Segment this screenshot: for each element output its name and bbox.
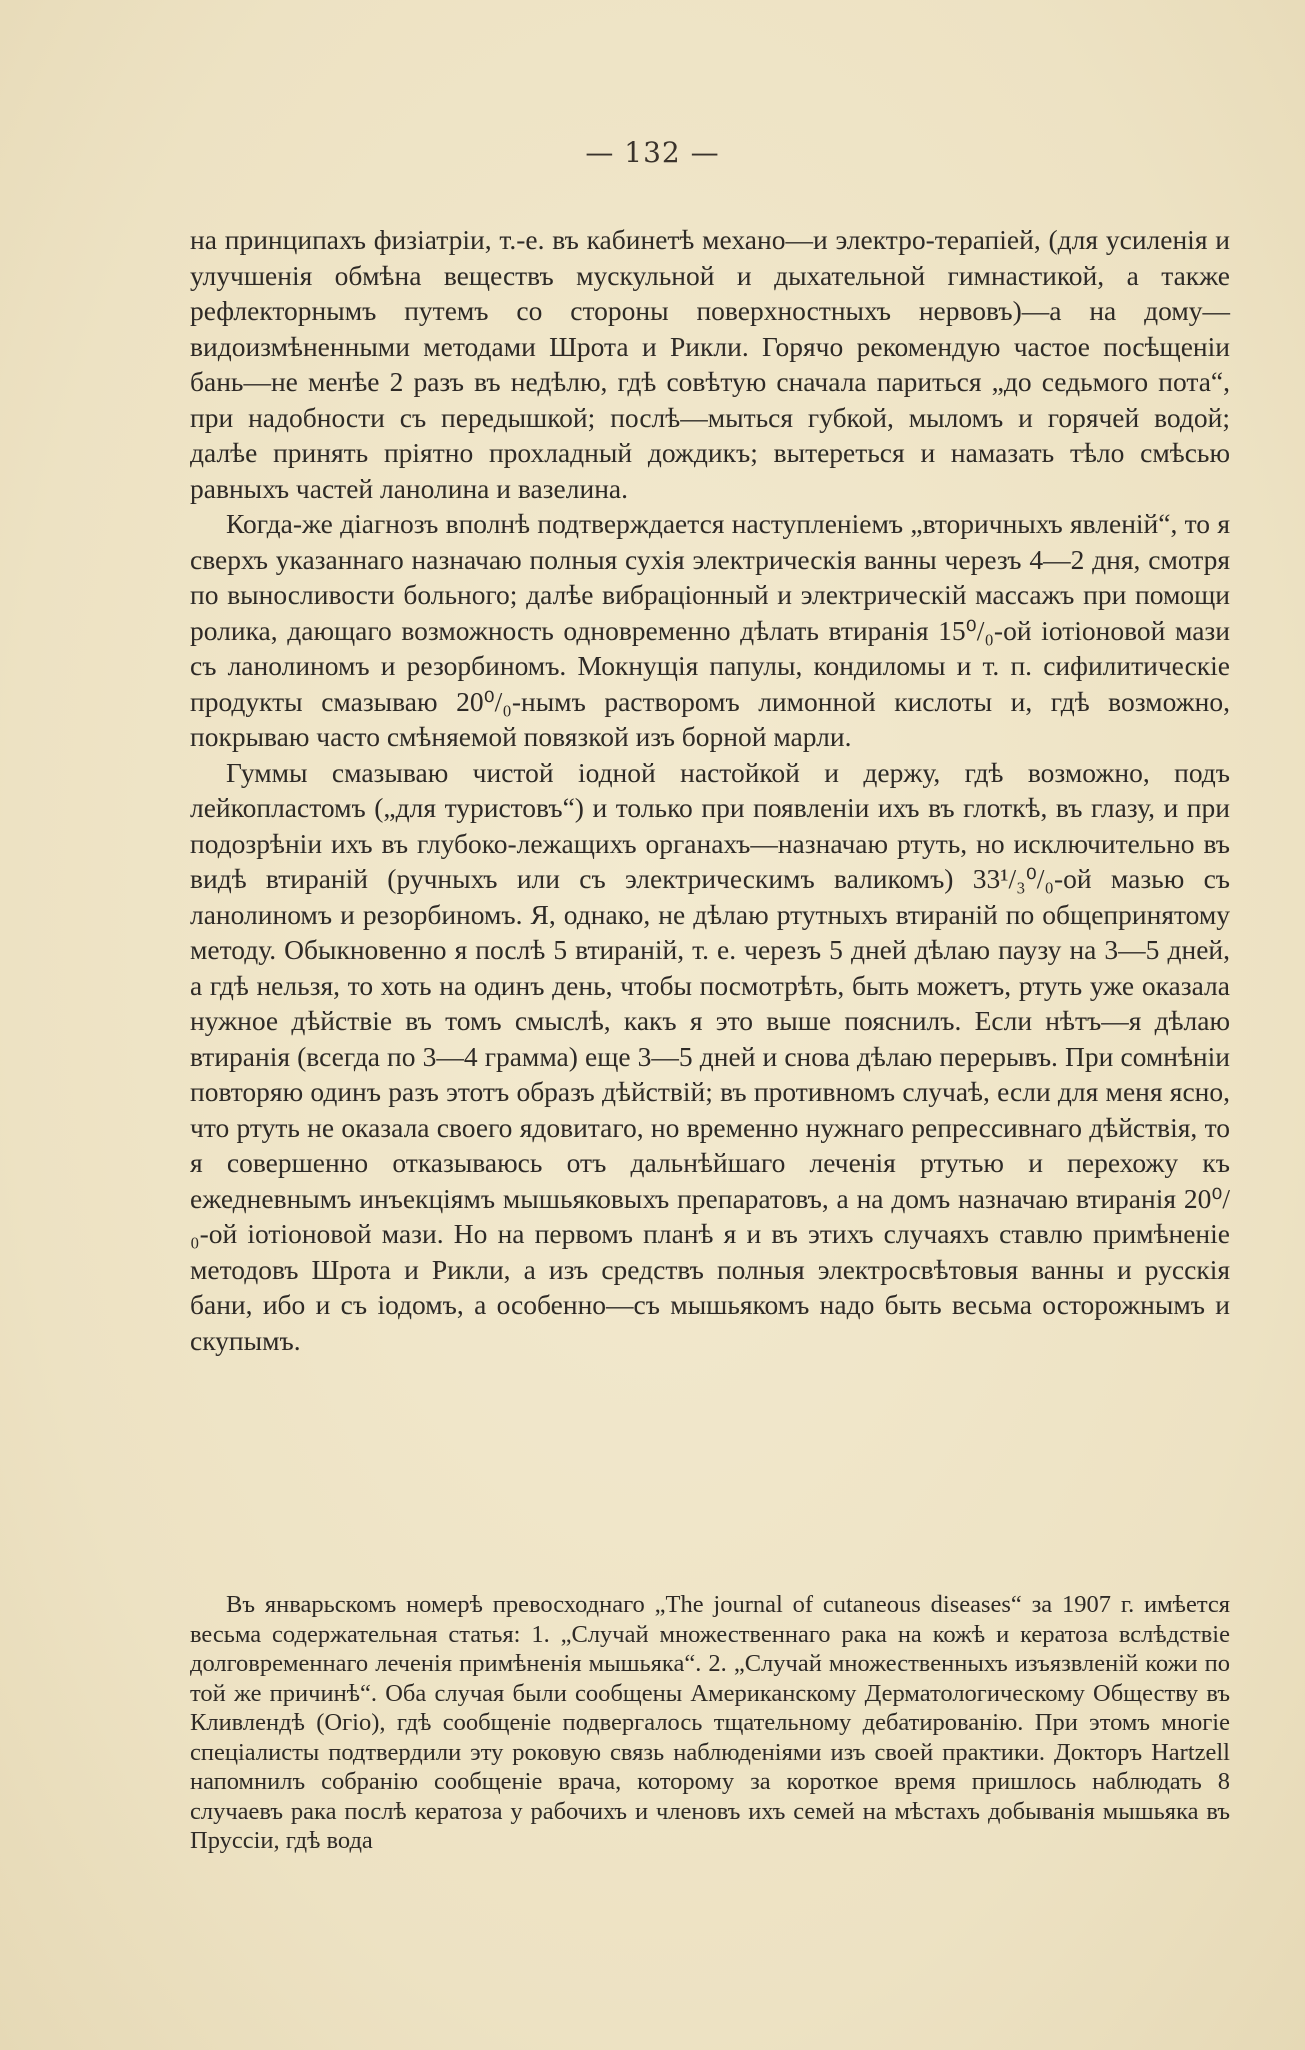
paragraph-gummas: Гуммы смазываю чистой іодной настойкой и держу, гдѣ возможно, подъ лейкопластомъ („для туристовъ“) и только при появленіи ихъ въ глоткѣ, въ глазу, и при подозрѣніи ихъ въ глубоко-лежащихъ органахъ—назначаю ртуть, но исключительно въ видѣ втираній (ручныхъ или съ электрическимъ валикомъ) 33¹/₃⁰/₀-ой мазью съ ланолиномъ и резорбиномъ. Я, однако, не дѣлаю ртутныхъ втираній по общепринятому методу. Обыкновенно я послѣ 5 втираній, т. е. черезъ 5 дней дѣлаю паузу на 3—5 дней, а гдѣ нельзя, то хоть на одинъ день, чтобы посмотрѣть, быть можетъ, ртуть уже оказала нужное дѣйствіе въ томъ смыслѣ, какъ я это выше пояснилъ. Если нѣтъ—я дѣлаю втиранія (всегда по 3—4 грамма) еще 3—5 дней и снова дѣлаю перерывъ. При сомнѣніи повторяю одинъ разъ этотъ образъ дѣйствій; въ противномъ случаѣ, если для меня ясно, что ртуть не оказала своего ядовитаго, но временно нужнаго репрессивнаго дѣйствія, то я совершенно отказываюсь отъ дальнѣйшаго леченія ртутью и перехожу къ ежедневнымъ инъекціямъ мышьяковыхъ препаратовъ, а на домъ назначаю втиранія 20⁰/₀-ой іотіоновой мази. Но на первомъ планѣ я и въ этихъ случаяхъ ставлю примѣненіе методовъ Шрота и Рикли, а изъ средствъ полныя электросвѣтовыя ванны и русскія бани, ибо и съ іодомъ, а особенно—съ мышьякомъ надо быть весьма осторожнымъ и скупымъ.	[190, 756, 1230, 1356]
paragraph-secondary-symptoms: Когда-же діагнозъ вполнѣ подтверждается наступленіемъ „вторичныхъ явленій“, то я сверхъ указаннаго назначаю полныя сухія электрическія ванны черезъ 4—2 дня, смотря по выносливости больного; далѣе вибраціонный и электрическій массажъ при помощи ролика, дающаго возможность одновременно дѣлать втиранія 15⁰/₀-ой іотіоновой мази съ ланолиномъ и резорбиномъ. Мокнущія папулы, кондиломы и т. п. сифилитическіе продукты смазываю 20⁰/₀-нымъ растворомъ лимонной кислоты и, гдѣ возможно, покрываю часто смѣняемой повязкой изъ борной марли.	[190, 508, 1230, 752]
main-text	[190, 222, 1230, 1358]
footnote-text	[190, 1590, 1230, 1856]
paragraph-physiatry: на принципахъ физіатріи, т.-е. въ кабинетѣ механо—и электро-терапіей, (для усиленія и улучшенія обмѣна веществъ мускульной и дыхательной гимнастикой, а также рефлекторнымъ путемъ со стороны поверхностныхъ нервовъ)—а на дому—видоизмѣненными методами Шрота и Рикли. Горячо рекомендую частое посѣщеніи бань—не менѣе 2 разъ въ недѣлю, гдѣ совѣтую сначала париться „до седьмого пота“, при надобности съ передышкой; послѣ—мыться губкой, мыломъ и горячей водой; далѣе принять пріятно прохладный дождикъ; вытереться и намазать тѣло смѣсью равныхъ частей ланолина и вазелина.	[190, 224, 1230, 504]
page-number: — 132 —	[585, 136, 720, 169]
paragraph-journal-article: Въ январьскомъ номерѣ превосходнаго „The journal of cutaneous diseases“ за 1907 г. имѣется весьма содержательная статья: 1. „Случай множественнаго рака на кожѣ и кератоза вслѣдствіе долговременнаго леченія примѣненія мышьяка“. 2. „Случай множественныхъ изъязвленій кожи по той же причинѣ“. Оба случая были сообщены Американскому Дерматологическому Обществу въ Кливлендѣ (Огіо), гдѣ сообщеніе подвергалось тщательному дебатированію. При этомъ многіе спеціалисты подтвердили эту роковую связь наблюденіями изъ своей практики. Докторъ Hartzell напомнилъ собранію сообщеніе врача, которому за короткое время пришлось наблюдать 8 случаевъ рака послѣ кератоза у рабочихъ и членовъ ихъ семей на мѣстахъ добыванія мышьяка въ Пруссіи, гдѣ вода	[190, 1591, 1230, 1854]
